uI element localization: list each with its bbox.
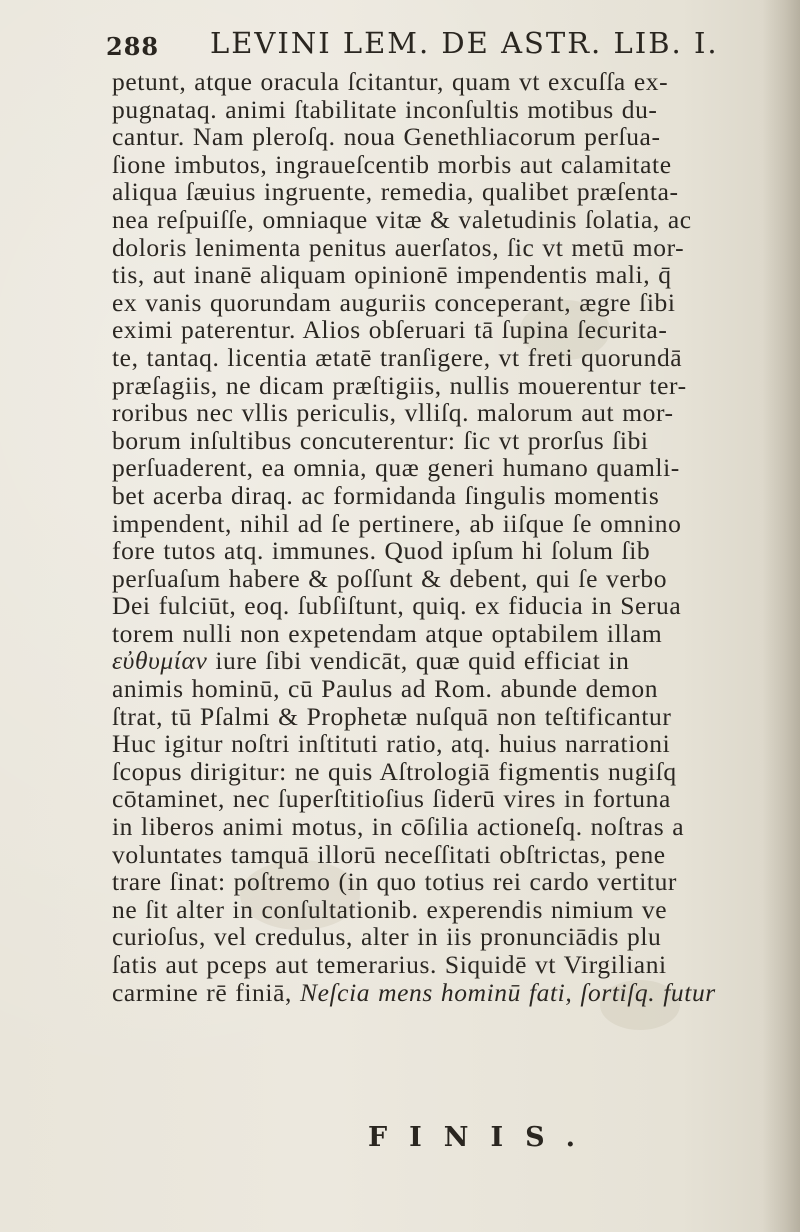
text-line: ſione imbutos, ingraueſcentib morbis aut calamitate bbox=[112, 149, 672, 179]
text-line: Dei fulciūt, eoq. ſubſiſtunt, quiq. ex fiducia in Serua bbox=[112, 591, 682, 621]
text-line: in liberos animi motus, in cōſilia actioneſq. noſtras a bbox=[112, 812, 685, 842]
text-line: pugnataq. animi ſtabilitate inconſultis motibus du- bbox=[112, 94, 658, 124]
text-segment: iure ſibi vendicāt, quæ quid efficiat in bbox=[215, 646, 630, 676]
text-line: eximi paterentur. Alios obſeruari tā ſupina ſecurita- bbox=[112, 315, 668, 345]
text-line: perſuaderent, ea omnia, quæ generi humano quamli- bbox=[112, 453, 680, 483]
page-number: 288 bbox=[106, 32, 160, 61]
text-line-with-quote bbox=[112, 979, 788, 1007]
running-head: LEVINI LEM. DE ASTR. LIB. I. bbox=[210, 26, 719, 60]
finis-colophon: FINIS. bbox=[368, 1122, 598, 1153]
text-line: ne ſit alter in conſultationib. experendis nimium ve bbox=[112, 894, 668, 924]
text-line: aliqua ſæuius ingruente, remedia, qualibet præſenta- bbox=[112, 177, 679, 207]
text-line: voluntates tamquā illorū neceſſitati obſtrictas, pene bbox=[112, 839, 666, 869]
closing-verse-quote: Neſcia mens hominū fati, ſortiſq. futur bbox=[299, 977, 716, 1007]
text-line: te, tantaq. licentia ætatē tranſigere, vt freti quorundā bbox=[112, 342, 683, 372]
text-line: perſuaſum habere & poſſunt & debent, qui ſe verbo bbox=[112, 563, 668, 593]
text-line: trare ſinat: poſtremo (in quo totius rei cardo vertitur bbox=[112, 867, 678, 897]
text-line: ſtrat, tū Pſalmi & Prophetæ nuſquā non teſtificantur bbox=[112, 701, 672, 731]
text-line: tis, aut inanē aliquam opinionē impendentis mali, q̄ bbox=[112, 260, 672, 290]
text-segment: carmine rē finiā, bbox=[112, 977, 292, 1007]
text-line: bet acerba diraq. ac formidanda ſingulis momentis bbox=[112, 480, 660, 510]
text-line: doloris lenimenta penitus auerſatos, ſic vt metū mor- bbox=[112, 232, 685, 262]
text-line: fore tutos atq. immunes. Quod ipſum hi ſolum ſib bbox=[112, 536, 651, 566]
text-line: borum inſultibus concuterentur: ſic vt prorſus ſibi bbox=[112, 425, 649, 455]
body-text bbox=[112, 68, 788, 1006]
text-line: ex vanis quorundam auguriis conceperant, ægre ſibi bbox=[112, 287, 676, 317]
text-line: cantur. Nam pleroſq. noua Genethliacorum perſua- bbox=[112, 122, 661, 152]
text-line: ſcopus dirigitur: ne quis Aſtrologiā figmentis nugiſq bbox=[112, 756, 677, 786]
text-line: impendent, nihil ad ſe pertinere, ab iiſque ſe omnino bbox=[112, 508, 682, 538]
text-line: cōtaminet, nec ſuperſtitioſius ſiderū vires in fortuna bbox=[112, 784, 671, 814]
text-line-with-greek bbox=[112, 647, 788, 675]
greek-word: εὐθυμίαν bbox=[112, 646, 208, 676]
text-line: animis hominū, cū Paulus ad Rom. abunde demon bbox=[112, 674, 659, 704]
text-line: præſagiis, ne dicam præſtigiis, nullis mouerentur ter- bbox=[112, 370, 687, 400]
text-line: torem nulli non expetendam atque optabilem illam bbox=[112, 618, 663, 648]
text-line: curioſus, vel credulus, alter in iis pronunciādis plu bbox=[112, 922, 662, 952]
text-line: roribus nec vllis periculis, vlliſq. malorum aut mor- bbox=[112, 398, 674, 428]
text-line: petunt, atque oracula ſcitantur, quam vt excuſſa ex- bbox=[112, 67, 669, 96]
text-line: nea reſpuiſſe, omniaque vitæ & valetudinis ſolatia, ac bbox=[112, 204, 692, 234]
page-header bbox=[106, 24, 746, 64]
text-line: ſatis aut pceps aut temerarius. Siquidē vt Virgiliani bbox=[112, 950, 667, 979]
text-line: Huc igitur noſtri inſtituti ratio, atq. huius narrationi bbox=[112, 729, 671, 759]
